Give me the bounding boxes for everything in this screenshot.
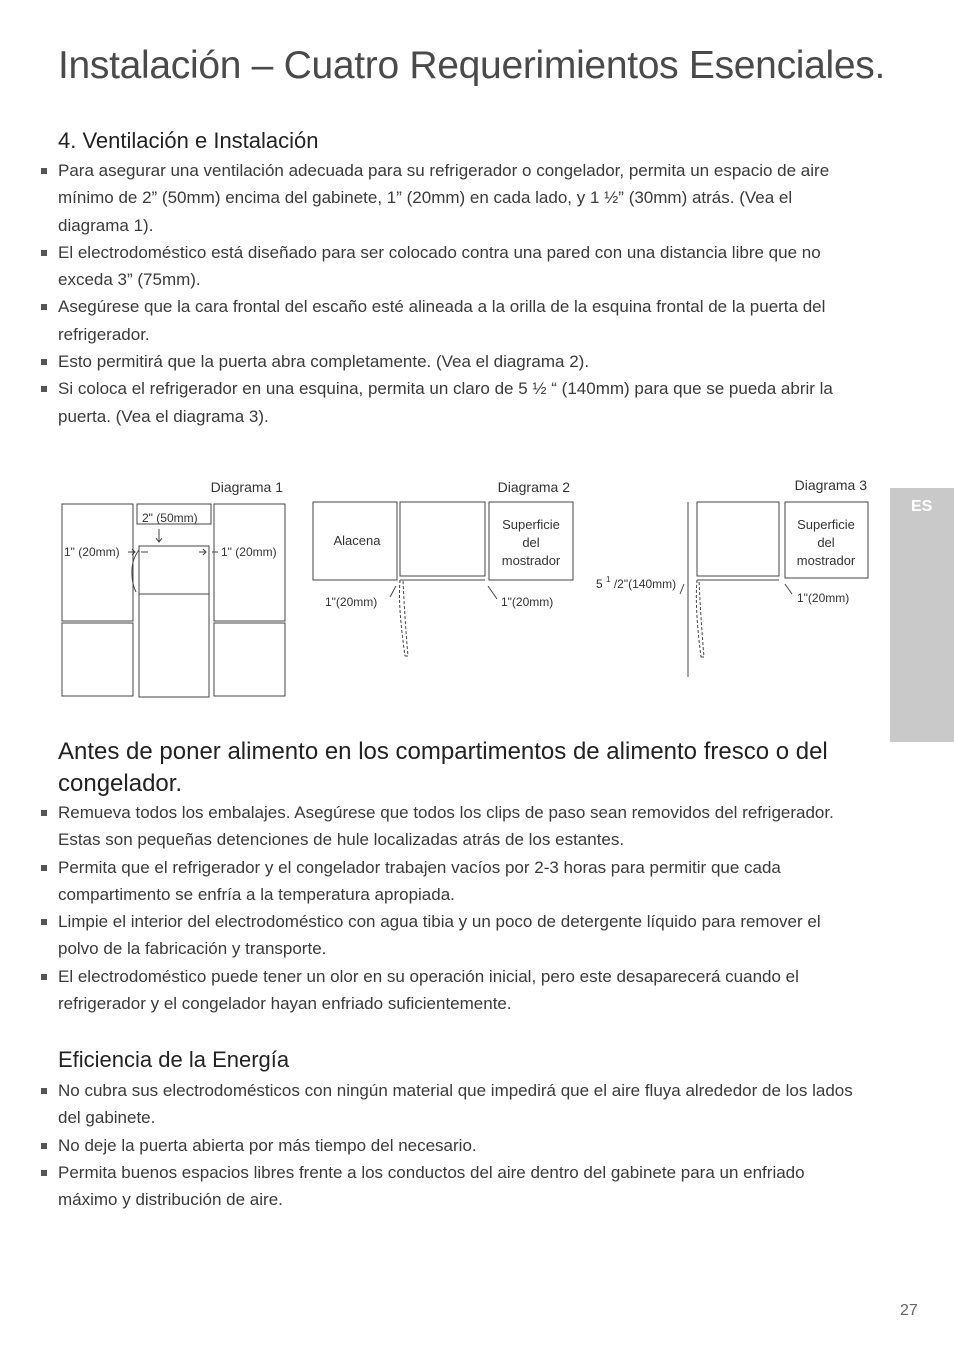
square-bullet-icon bbox=[41, 304, 47, 310]
fridge-top-view bbox=[400, 502, 485, 576]
diagram-1-left-gap: 1" (20mm) bbox=[64, 545, 120, 559]
diagram-2-title: Diagrama 2 bbox=[497, 479, 570, 495]
diagram-1 bbox=[58, 474, 298, 704]
right-cabinet-lower bbox=[214, 623, 285, 696]
list-item: Si coloca el refrigerador en una esquina, permita un claro de 5 ½ “ (140mm) para que se pueda abrir la puerta. (Vea el diagrama 3). bbox=[36, 375, 854, 430]
diagram-3-right-gap: 1"(20mm) bbox=[797, 591, 850, 605]
list-item: No deje la puerta abierta por más tiempo del necesario. bbox=[36, 1132, 854, 1159]
diagram-1-top-gap: 2" (50mm) bbox=[142, 511, 198, 525]
diagram-3-title: Diagrama 3 bbox=[794, 477, 867, 493]
diagram-3-counter-label-2: del bbox=[817, 535, 835, 550]
list-item: El electrodoméstico está diseñado para ser colocado contra una pared con una distancia libre que no exceda 3” (75mm). bbox=[36, 239, 854, 294]
diagram-3-counter-label-3: mostrador bbox=[796, 553, 856, 568]
square-bullet-icon bbox=[41, 1088, 47, 1094]
section-heading-eficiencia: Eficiencia de la Energía bbox=[58, 1047, 290, 1072]
door-swing-left bbox=[399, 580, 405, 656]
list-item: Esto permitirá que la puerta abra completamente. (Vea el diagrama 2). bbox=[36, 348, 854, 375]
list-item: Permita buenos espacios libres frente a los conductos del aire dentro del gabinete para un enfriado máximo y distribución de aire. bbox=[36, 1159, 854, 1214]
list-item: No cubra sus electrodomésticos con ningún material que impedirá que el aire fluya alrededor de los lados del gabinete. bbox=[36, 1077, 854, 1132]
diagram-2 bbox=[310, 474, 580, 664]
square-bullet-icon bbox=[41, 810, 47, 816]
diagram-3-corner-gap: 5 $^1$ /2"(140mm) bbox=[596, 575, 677, 591]
square-bullet-icon bbox=[41, 1170, 47, 1176]
page-number: 27 bbox=[900, 1302, 918, 1319]
list-item: Limpie el interior del electrodoméstico con agua tibia y un poco de detergente líquido para remover el polvo de la fabricación y transporte. bbox=[36, 908, 854, 963]
fridge-freezer bbox=[139, 546, 209, 594]
square-bullet-icon bbox=[41, 865, 47, 871]
square-bullet-icon bbox=[41, 168, 47, 174]
list-item: Para asegurar una ventilación adecuada para su refrigerador o congelador, permita un espacio de aire mínimo de 2” (50mm) encima del gabinete, 1” (20mm) en cada lado, y 1 ½” (30mm) atrás. (Vea el diagrama 1). bbox=[36, 157, 854, 239]
square-bullet-icon bbox=[41, 919, 47, 925]
section-heading-antes: Antes de poner alimento en los compartimentos de alimento fresco o del congelador. bbox=[58, 738, 828, 797]
left-cabinet-upper bbox=[62, 504, 133, 621]
diagram-2-cupboard-label: Alacena bbox=[333, 533, 381, 548]
square-bullet-icon bbox=[41, 974, 47, 980]
list-item: El electrodoméstico puede tener un olor en su operación inicial, pero este desaparecerá cuando el refrigerador y el congelador hayan enfriado suficientemente. bbox=[36, 963, 854, 1018]
fridge-top-view bbox=[697, 502, 779, 576]
left-cabinet-lower bbox=[62, 623, 133, 696]
right-cabinet-upper bbox=[214, 504, 285, 621]
language-tab-label: ES bbox=[911, 498, 933, 515]
fridge-body bbox=[139, 594, 209, 697]
list-item: Permita que el refrigerador y el congelador trabajen vacíos por 2-3 horas para permitir que cada compartimento se enfría a la temperatura apropiada. bbox=[36, 854, 854, 909]
bullet-list-ventilacion bbox=[36, 157, 854, 430]
diagram-2-counter-label-1: Superficie bbox=[502, 517, 560, 532]
list-item: Asegúrese que la cara frontal del escaño esté alineada a la orilla de la esquina frontal de la puerta del refrigerador. bbox=[36, 293, 854, 348]
language-tab bbox=[890, 488, 954, 742]
section-heading-ventilacion: 4. Ventilación e Instalación bbox=[58, 128, 319, 153]
diagram-3-counter-label-1: Superficie bbox=[797, 517, 855, 532]
diagram-2-left-gap: 1"(20mm) bbox=[325, 595, 378, 609]
diagram-1-title: Diagrama 1 bbox=[210, 479, 283, 495]
list-item: Remueva todos los embalajes. Asegúrese que todos los clips de paso sean removidos del refrigerador. Estas son pequeñas detenciones de hule localizadas atrás de los estantes. bbox=[36, 799, 854, 854]
square-bullet-icon bbox=[41, 1143, 47, 1149]
diagram-2-right-gap: 1"(20mm) bbox=[501, 595, 554, 609]
diagram-1-right-gap: 1" (20mm) bbox=[221, 545, 277, 559]
square-bullet-icon bbox=[41, 386, 47, 392]
square-bullet-icon bbox=[41, 359, 47, 365]
door-swing bbox=[696, 580, 701, 657]
diagram-2-counter-label-2: del bbox=[522, 535, 540, 550]
page-title: Instalación – Cuatro Requerimientos Esenciales. bbox=[58, 44, 886, 87]
diagram-2-counter-label-3: mostrador bbox=[501, 553, 561, 568]
diagram-3 bbox=[592, 474, 872, 684]
square-bullet-icon bbox=[41, 250, 47, 256]
bullet-list-antes bbox=[36, 799, 854, 1017]
bullet-list-eficiencia bbox=[36, 1077, 854, 1213]
